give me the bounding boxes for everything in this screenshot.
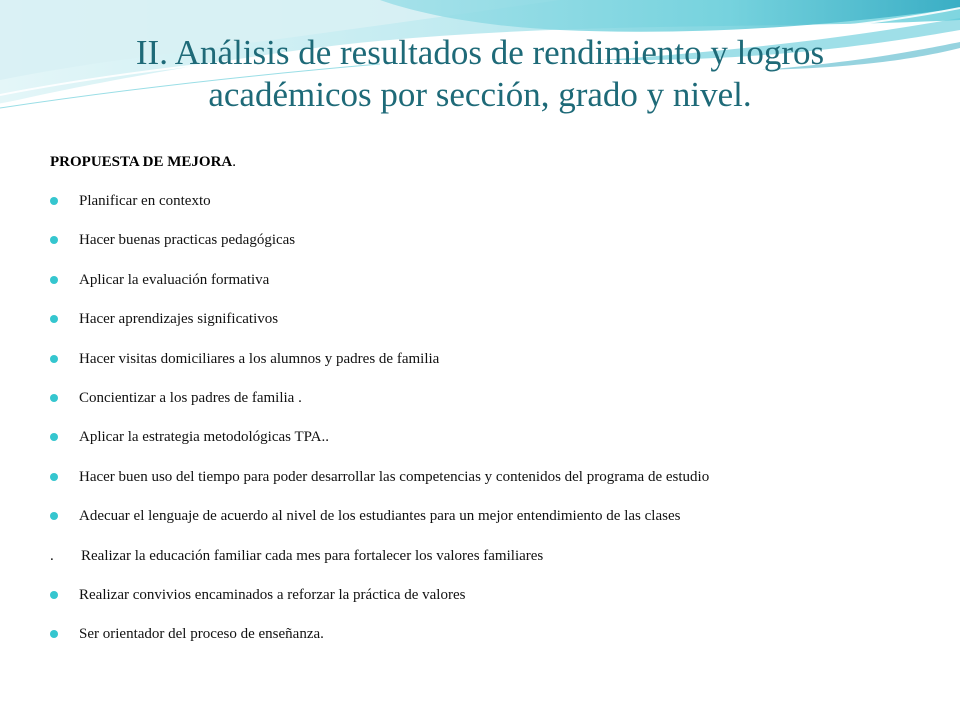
bullet-icon — [50, 197, 58, 205]
bullet-icon — [50, 276, 58, 284]
bullet-icon — [50, 236, 58, 244]
bullet-icon — [50, 630, 58, 638]
list-item — [50, 545, 930, 584]
list-item — [50, 229, 930, 268]
bullet-icon — [50, 433, 58, 441]
list-item-text: Aplicar la estrategia metodológicas TPA.. — [79, 429, 329, 446]
list-item-text: Hacer buenas practicas pedagógicas — [79, 232, 296, 249]
list-item-text: Concientizar a los padres de familia . — [79, 389, 302, 406]
list-item-text: Hacer visitas domiciliares a los alumnos y padres de familia — [79, 350, 440, 367]
bullet-icon — [50, 591, 58, 599]
list-item-text: Hacer buen uso del tiempo para poder desarrollar las competencias y contenidos del programa de estudio — [79, 468, 710, 485]
list-item — [50, 308, 930, 347]
section-heading — [50, 154, 236, 171]
list-item — [50, 623, 930, 662]
slide-title-line-1: II. Análisis de resultados de rendimiento y logros — [135, 33, 825, 72]
list-item — [50, 387, 930, 426]
list-item-text: Adecuar el lenguaje de acuerdo al nivel de los estudiantes para un mejor entendimiento de las clases — [79, 508, 681, 525]
slide-title — [60, 32, 900, 116]
list-item — [50, 426, 930, 465]
list-item-marker: . — [50, 547, 54, 564]
slide-title-line-2: académicos por sección, grado y nivel. — [208, 75, 752, 114]
list-item-text: Aplicar la evaluación formativa — [79, 271, 270, 288]
list-item — [50, 505, 930, 544]
list-item-text: Planificar en contexto — [79, 193, 211, 209]
list-item-text: Realizar la educación familiar cada mes para fortalecer los valores familiares — [81, 547, 544, 564]
bullet-icon — [50, 473, 58, 481]
proposal-list — [50, 190, 930, 663]
bullet-icon — [50, 512, 58, 520]
bullet-icon — [50, 315, 58, 323]
list-item-text: Ser orientador del proceso de enseñanza. — [79, 626, 324, 643]
list-item — [50, 348, 930, 387]
list-item — [50, 584, 930, 623]
list-item — [50, 269, 930, 308]
section-heading-bold: PROPUESTA DE MEJORA — [50, 154, 233, 170]
list-item — [50, 190, 930, 229]
section-heading-suffix: . — [232, 154, 236, 170]
list-item-text: Hacer aprendizajes significativos — [79, 311, 279, 328]
bullet-icon — [50, 355, 58, 363]
bullet-icon — [50, 394, 58, 402]
list-item-text: Realizar convivios encaminados a reforzar la práctica de valores — [79, 586, 466, 603]
list-item — [50, 466, 930, 505]
